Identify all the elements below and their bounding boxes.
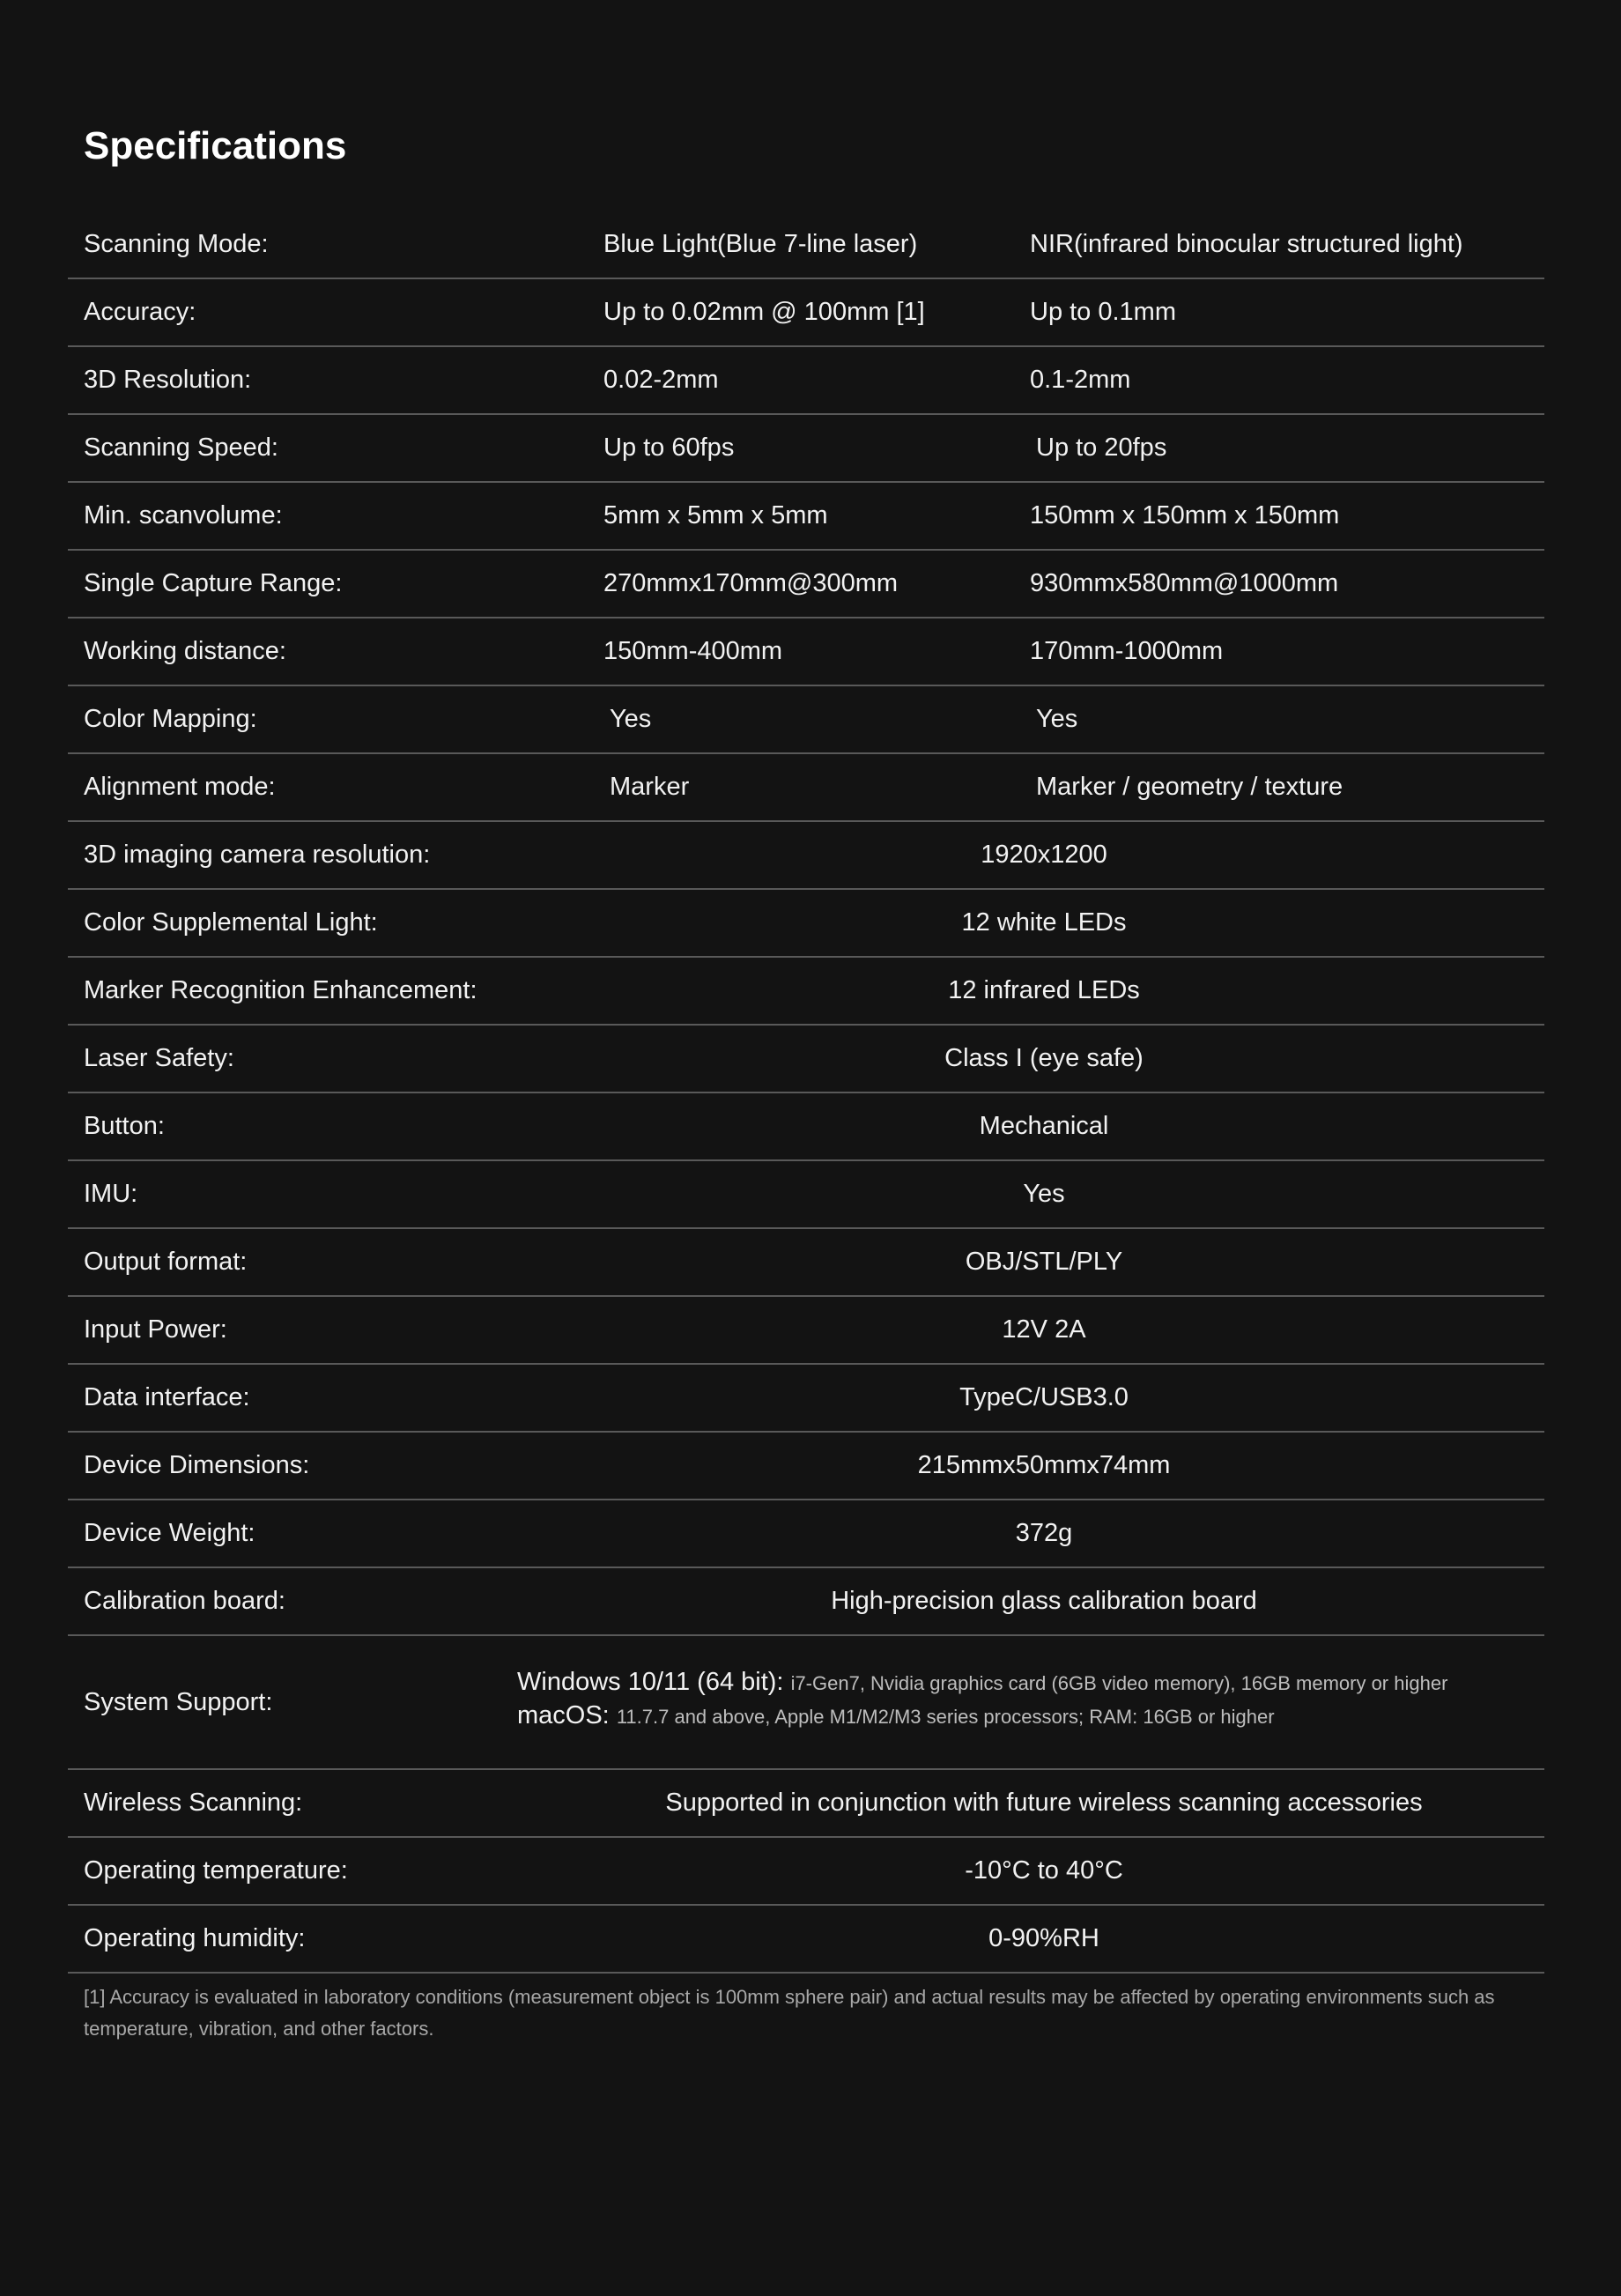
spec-value-blue-light: 0.02-2mm: [603, 366, 719, 394]
spec-value: 1920x1200: [981, 841, 1107, 869]
spec-row-laser-safety: [68, 1026, 1544, 1093]
spec-value: 0-90%RH: [988, 1924, 1099, 1952]
spec-row-alignment-mode: [68, 754, 1544, 822]
spec-label: Data interface:: [84, 1383, 250, 1411]
spec-label: Color Supplemental Light:: [84, 908, 378, 937]
spec-row-3d-resolution: [68, 347, 1544, 415]
macos-label: macOS:: [517, 1701, 610, 1729]
spec-label: IMU:: [84, 1180, 138, 1208]
spec-value: 215mmx50mmx74mm: [917, 1451, 1171, 1479]
spec-row-wireless-scanning: [68, 1770, 1544, 1838]
spec-value: 12 infrared LEDs: [948, 976, 1140, 1004]
spec-label: Operating temperature:: [84, 1856, 348, 1885]
spec-value-blue-light: 150mm-400mm: [603, 637, 783, 665]
macos-detail: 11.7.7 and above, Apple M1/M2/M3 series processors; RAM: 16GB or higher: [616, 1706, 1275, 1728]
spec-label: Button:: [84, 1112, 165, 1140]
spec-row-color-mapping: [68, 686, 1544, 754]
spec-label: Device Weight:: [84, 1519, 255, 1547]
spec-value-blue-light: Up to 60fps: [603, 433, 735, 462]
spec-value: OBJ/STL/PLY: [965, 1248, 1123, 1276]
spec-label: Alignment mode:: [84, 773, 276, 801]
spec-value: High-precision glass calibration board: [831, 1587, 1257, 1615]
spec-value-nir: Up to 0.1mm: [1030, 298, 1176, 326]
spec-value-nir: Marker / geometry / texture: [1036, 773, 1343, 801]
spec-value-nir: NIR(infrared binocular structured light): [1030, 230, 1463, 258]
spec-label: Min. scanvolume:: [84, 501, 283, 530]
accuracy-footnote: [1] Accuracy is evaluated in laboratory conditions (measurement object is 100mm sphere pair) and actual results may be affected by operating environments such as temperature, vibration, and other factors.: [84, 1986, 1495, 2040]
spec-row-color-supplemental-light: [68, 890, 1544, 958]
spec-row-device-dimensions: [68, 1433, 1544, 1500]
spec-row-device-weight: [68, 1500, 1544, 1568]
spec-value-nir: Up to 20fps: [1036, 433, 1167, 462]
spec-row-operating-temperature: [68, 1838, 1544, 1906]
spec-value-nir: 170mm-1000mm: [1030, 637, 1224, 665]
spec-value-blue-light: 5mm x 5mm x 5mm: [603, 501, 828, 530]
spec-value-blue-light: 270mmx170mm@300mm: [603, 569, 899, 597]
spec-label: Accuracy:: [84, 298, 196, 326]
spec-value-blue-light: Up to 0.02mm @ 100mm [1]: [603, 298, 925, 326]
spec-label: Scanning Speed:: [84, 433, 278, 462]
spec-value-blue-light: Marker: [610, 773, 690, 801]
spec-label: Single Capture Range:: [84, 569, 343, 597]
spec-row-single-capture-range: [68, 551, 1544, 618]
spec-label: Device Dimensions:: [84, 1451, 310, 1479]
spec-value: Mechanical: [979, 1112, 1109, 1140]
spec-value: Class I (eye safe): [944, 1044, 1144, 1072]
system-support-details: [517, 1666, 1447, 1733]
spec-row-accuracy: [68, 279, 1544, 347]
spec-row-camera-resolution: [68, 822, 1544, 890]
spec-value-blue-light: Yes: [610, 705, 652, 733]
windows-label: Windows 10/11 (64 bit):: [517, 1668, 784, 1696]
spec-label: Wireless Scanning:: [84, 1789, 303, 1817]
macos-requirements: [517, 1700, 1447, 1733]
spec-row-input-power: [68, 1297, 1544, 1365]
spec-value: Supported in conjunction with future wireless scanning accessories: [665, 1789, 1423, 1817]
page-title: Specifications: [84, 124, 347, 167]
spec-row-min-scanvolume: [68, 483, 1544, 551]
spec-row-data-interface: [68, 1365, 1544, 1433]
spec-label: Operating humidity:: [84, 1924, 306, 1952]
spec-row-output-format: [68, 1229, 1544, 1297]
spec-row-calibration-board: [68, 1568, 1544, 1636]
spec-label: Scanning Mode:: [84, 230, 269, 258]
spec-value-nir: 0.1-2mm: [1030, 366, 1131, 394]
spec-row-working-distance: [68, 618, 1544, 686]
specifications-table: [68, 211, 1544, 1974]
spec-label: 3D Resolution:: [84, 366, 252, 394]
spec-value: Yes: [1023, 1180, 1065, 1208]
spec-value: 12 white LEDs: [961, 908, 1127, 937]
spec-row-imu: [68, 1161, 1544, 1229]
spec-row-operating-humidity: [68, 1906, 1544, 1972]
spec-label: Output format:: [84, 1248, 248, 1276]
spec-row-system-support: [68, 1636, 1544, 1770]
spec-label: Laser Safety:: [84, 1044, 234, 1072]
spec-row-scanning-mode: [68, 211, 1544, 279]
spec-label: System Support:: [84, 1688, 273, 1716]
windows-requirements: [517, 1666, 1447, 1700]
spec-label: 3D imaging camera resolution:: [84, 841, 431, 869]
spec-value: -10°C to 40°C: [965, 1856, 1123, 1885]
spec-row-scanning-speed: [68, 415, 1544, 483]
spec-value-blue-light: Blue Light(Blue 7-line laser): [603, 230, 918, 258]
spec-row-button: [68, 1093, 1544, 1161]
spec-value: 12V 2A: [1002, 1315, 1086, 1344]
spec-value-nir: 930mmx580mm@1000mm: [1030, 569, 1339, 597]
spec-value-nir: 150mm x 150mm x 150mm: [1030, 501, 1340, 530]
spec-row-marker-recognition: [68, 958, 1544, 1026]
spec-label: Input Power:: [84, 1315, 227, 1344]
spec-label: Marker Recognition Enhancement:: [84, 976, 477, 1004]
windows-detail: i7-Gen7, Nvidia graphics card (6GB video memory), 16GB memory or higher: [790, 1672, 1448, 1694]
spec-label: Color Mapping:: [84, 705, 257, 733]
spec-value: TypeC/USB3.0: [959, 1383, 1129, 1411]
spec-value-nir: Yes: [1036, 705, 1078, 733]
spec-label: Calibration board:: [84, 1587, 285, 1615]
spec-label: Working distance:: [84, 637, 286, 665]
spec-value: 372g: [1015, 1519, 1073, 1547]
